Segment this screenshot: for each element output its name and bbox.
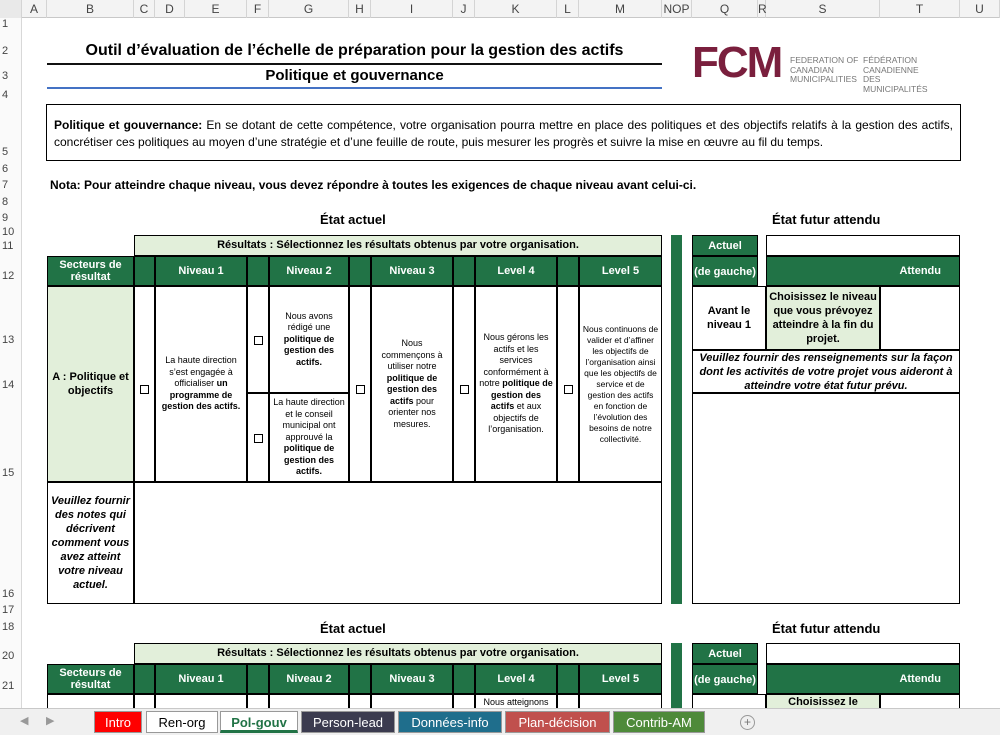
checkbox[interactable] <box>460 385 469 394</box>
row-number[interactable]: 18 <box>2 621 15 633</box>
check-header <box>453 664 475 694</box>
col-header-s[interactable]: S <box>766 0 880 18</box>
level-1-text: La haute direction s’est engagée à officialiser <box>165 355 237 389</box>
row-number[interactable]: 12 <box>2 270 15 282</box>
checkbox[interactable] <box>564 385 573 394</box>
level-3-header-2: Niveau 3 <box>371 664 453 694</box>
col-header-r[interactable]: R <box>758 2 767 16</box>
level-1-checkbox-cell[interactable] <box>134 286 155 482</box>
check-header <box>247 256 269 286</box>
row-number[interactable]: 6 <box>2 163 9 175</box>
description-box[interactable] <box>46 104 961 161</box>
col-header-u[interactable]: U <box>960 0 1000 18</box>
level-2a-text: Nous avons rédigé une <box>285 310 333 333</box>
results-banner: Résultats : Sélectionnez les résultats obtenus par votre organisation. <box>134 235 662 256</box>
check-header <box>349 256 371 286</box>
level-2b-checkbox-cell[interactable] <box>247 393 269 482</box>
level-1-description <box>155 286 247 482</box>
tab-person-lead[interactable]: Person-lead <box>301 711 395 733</box>
logo-text-en: FEDERATION OF CANADIAN MUNICIPALITIES <box>790 55 859 84</box>
row-number[interactable]: 21 <box>2 680 15 692</box>
row-number[interactable]: 17 <box>2 604 15 616</box>
level-2b-bold-text: politique de gestion des actifs. <box>283 443 335 477</box>
col-header-nop[interactable]: NOP <box>662 0 692 18</box>
check-header <box>247 664 269 694</box>
col-header-l[interactable]: L <box>557 0 579 18</box>
future-info-prompt: Veuillez fournir des renseignements sur la façon dont les activités de votre projet vous aideront à atteindre votre état futur prévu. <box>692 350 960 393</box>
future-state-heading-2: État futur attendu <box>772 621 881 636</box>
checkbox[interactable] <box>254 434 263 443</box>
level-2-header-2: Niveau 2 <box>269 664 349 694</box>
notes-input-area[interactable] <box>134 482 662 604</box>
row-number[interactable]: 3 <box>2 70 9 82</box>
row-number[interactable]: 10 <box>2 226 15 238</box>
level-3-bold-text: politique de gestion des actifs <box>386 372 438 406</box>
level-2a-bold-text: politique de gestion des actifs. <box>283 333 335 367</box>
level-2b-description <box>269 393 349 482</box>
level-2a-checkbox-cell[interactable] <box>247 286 269 393</box>
col-header-k[interactable]: K <box>475 0 557 18</box>
sector-header: Secteurs de résultat <box>47 256 134 286</box>
select-all-corner[interactable] <box>0 0 22 18</box>
future-state-heading: État futur attendu <box>772 212 881 227</box>
level-4-description-2: Nous atteignons <box>475 694 557 714</box>
level-5-header: Level 5 <box>579 256 662 286</box>
level-4-text-end: et aux objectifs de l’organisation. <box>488 401 544 435</box>
section-divider-bar-2 <box>671 643 682 713</box>
level-2-header: Niveau 2 <box>269 256 349 286</box>
col-header-j[interactable]: J <box>453 0 475 18</box>
current-state-heading-2: État actuel <box>320 621 386 636</box>
check-header <box>557 664 579 694</box>
check-header <box>349 664 371 694</box>
actuel-header: Actuel <box>692 235 758 256</box>
col-header-a[interactable]: A <box>22 0 47 18</box>
future-info-input-area[interactable] <box>692 393 960 604</box>
row-number[interactable]: 5 <box>2 146 9 158</box>
tab-contrib-am[interactable]: Contrib-AM <box>613 711 705 733</box>
description-heading: Politique et gouvernance: <box>54 118 203 132</box>
col-header-b[interactable]: B <box>47 0 134 18</box>
level-2a-description <box>269 286 349 393</box>
column-header-bar <box>0 0 1000 18</box>
row-number[interactable]: 11 <box>2 240 14 252</box>
level-1-header-2: Niveau 1 <box>155 664 247 694</box>
level-3-description <box>371 286 453 482</box>
level-3-header: Niveau 3 <box>371 256 453 286</box>
row-number[interactable]: 2 <box>2 45 9 57</box>
sector-header-2: Secteurs de résultat <box>47 664 134 694</box>
checkbox[interactable] <box>140 385 149 394</box>
page-subtitle: Politique et gouvernance <box>265 67 444 84</box>
row-number[interactable]: 16 <box>2 588 15 600</box>
notes-prompt: Veuillez fournir des notes qui décrivent comment vous avez atteint votre niveau actuel. <box>47 482 134 604</box>
col-header-d[interactable]: D <box>155 0 185 18</box>
level-1-header: Niveau 1 <box>155 256 247 286</box>
attendu-spacer-2 <box>766 643 960 664</box>
col-header-g[interactable]: G <box>269 0 349 18</box>
col-header-f[interactable]: F <box>247 0 269 18</box>
page-title: Outil d’évaluation de l’échelle de préparation pour la gestion des actifs <box>85 42 624 59</box>
attendu-header-2: Attendu <box>766 664 960 694</box>
attendu-spacer <box>766 235 960 256</box>
fcm-logo <box>692 38 952 94</box>
expected-level-dropdown[interactable] <box>880 286 960 350</box>
tab-plan-decision[interactable]: Plan-décision <box>505 711 610 733</box>
level-3-text-end: pour orienter nos mesures. <box>388 395 436 429</box>
current-level-value[interactable]: Avant le niveau 1 <box>692 286 766 350</box>
logo-text-fr: FÉDÉRATION CANADIENNE DES MUNICIPALITÉS <box>863 55 928 94</box>
check-header <box>557 256 579 286</box>
scroll-right-icon[interactable]: ▶ <box>46 715 55 727</box>
tab-intro[interactable]: Intro <box>94 711 142 733</box>
row-number[interactable]: 15 <box>2 467 15 479</box>
check-header <box>134 664 155 694</box>
attendu-header: Attendu <box>766 256 960 286</box>
check-header <box>453 256 475 286</box>
sheet-tab-bar <box>0 708 1000 735</box>
checkbox[interactable] <box>356 385 365 394</box>
row-number[interactable]: 14 <box>2 379 15 391</box>
title-divider <box>47 63 662 65</box>
col-header-t[interactable]: T <box>880 0 960 18</box>
row-number[interactable]: 8 <box>2 196 9 208</box>
results-banner-2: Résultats : Sélectionnez les résultats obtenus par votre organisation. <box>134 643 662 664</box>
level-5-description: Nous continuons de valider et d’affiner les objectifs de l’organisation ainsi que les objectifs de service et de gestion des actifs en fonction de l’évolution des besoins de notre collectivité. <box>579 286 662 482</box>
level-5-checkbox-cell[interactable] <box>557 286 579 482</box>
row-number[interactable]: 9 <box>2 212 9 224</box>
row-number[interactable]: 13 <box>2 334 15 346</box>
level-5-header-2: Level 5 <box>579 664 662 694</box>
level-3-checkbox-cell[interactable] <box>349 286 371 482</box>
logo-mark: FCM <box>692 38 782 87</box>
col-header-h[interactable]: H <box>349 0 371 18</box>
scroll-left-icon[interactable]: ◀ <box>20 715 29 727</box>
level-4-checkbox-cell[interactable] <box>453 286 475 482</box>
choose-level-prompt-2: Choisissez le <box>766 694 880 714</box>
nota-text: Nota: Pour atteindre chaque niveau, vous devez répondre à toutes les exigences de chaque niveau avant celui-ci. <box>50 178 697 192</box>
level-2b-text: La haute direction et le conseil municipal ont approuvé la <box>273 397 345 442</box>
level-4-description <box>475 286 557 482</box>
tab-ren-org[interactable]: Ren-org <box>146 711 218 733</box>
col-header-e[interactable]: E <box>185 0 247 18</box>
current-state-heading: État actuel <box>320 212 386 227</box>
add-sheet-icon[interactable]: + <box>740 715 755 730</box>
actuel-header-2: Actuel <box>692 643 758 664</box>
subtitle-divider <box>47 87 662 89</box>
level-4-header: Level 4 <box>475 256 557 286</box>
choose-level-prompt: Choisissez le niveau que vous prévoyez atteindre à la fin du projet. <box>766 286 880 350</box>
level-4-header-2: Level 4 <box>475 664 557 694</box>
level-1-bold-text: un programme de gestion des actifs. <box>161 378 241 412</box>
col-header-i[interactable]: I <box>371 0 453 18</box>
de-gauche-header-2: (de gauche) <box>692 664 758 694</box>
tab-pol-gouv[interactable]: Pol-gouv <box>220 711 298 733</box>
sector-a-label: A : Politique et objectifs <box>47 286 134 482</box>
level-4-bold-text: politique de gestion des actifs <box>490 378 553 412</box>
col-header-q[interactable]: Q <box>692 0 758 18</box>
description-text: En se dotant de cette compétence, votre organisation pourra mettre en place des politiques et des objectifs relatifs à la gestion des actifs, concrétiser ces politiques au moyen d’une stratégie et d’une feuille de route, puis mesurer les progrès et suivre la mise en œuvre au fil du temps. <box>54 118 953 149</box>
row-number[interactable]: 20 <box>2 650 15 662</box>
row-number[interactable]: 7 <box>2 179 9 191</box>
level-4-text: Nous gérons les actifs et les services conformément à notre <box>479 332 549 389</box>
row-number[interactable]: 4 <box>2 89 9 101</box>
section-divider-bar <box>671 235 682 604</box>
de-gauche-header: (de gauche) <box>692 256 758 286</box>
col-header-c[interactable]: C <box>134 0 155 18</box>
check-header <box>134 256 155 286</box>
level-3-text: Nous commençons à utiliser notre <box>381 338 443 371</box>
row-number[interactable]: 1 <box>2 18 9 30</box>
checkbox[interactable] <box>254 336 263 345</box>
col-header-m[interactable]: M <box>579 0 662 18</box>
tab-donnees-info[interactable]: Données-info <box>398 711 502 733</box>
